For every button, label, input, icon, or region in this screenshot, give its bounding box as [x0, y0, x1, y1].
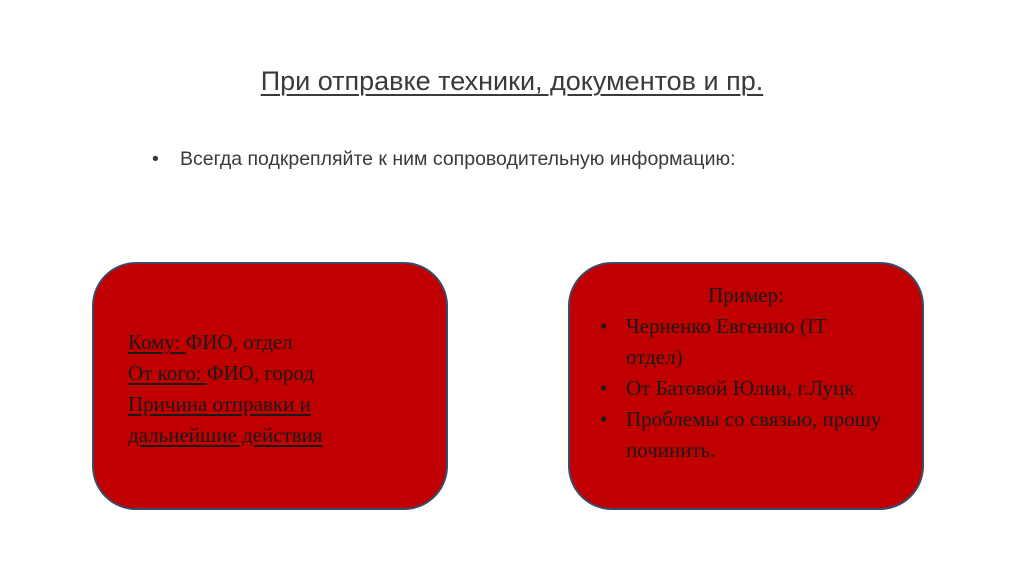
intro-bullet: [152, 148, 736, 171]
from-value: ФИО, город: [206, 361, 314, 385]
example-box: [568, 262, 924, 510]
example-item-reason: [594, 404, 886, 466]
to-label: Кому:: [128, 330, 186, 354]
bullet-marker: •: [600, 376, 608, 400]
example-item-text: Черненко Евгению (IT отдел): [626, 314, 827, 369]
example-item-sender: [594, 373, 886, 404]
example-item-text: От Батовой Юлии, г.Луцк: [626, 376, 855, 400]
from-line: [128, 358, 323, 389]
slide-title: При отправке техники, документов и пр.: [260, 66, 764, 96]
bullet-marker: •: [600, 407, 608, 431]
example-list: [594, 311, 886, 466]
example-item-recipient: [594, 311, 886, 373]
example-heading: Пример:: [708, 283, 784, 307]
example-item-text: Проблемы со связью, прошу починить.: [626, 407, 882, 462]
to-line: [128, 327, 323, 358]
reason-line-2: дальнейшие действия: [128, 423, 323, 447]
bullet-marker: •: [600, 314, 608, 338]
template-box: [92, 262, 448, 510]
to-value: ФИО, отдел: [185, 330, 293, 354]
from-label: От кого:: [128, 361, 207, 385]
intro-bullet-text: Всегда подкрепляйте к ним сопроводительную информацию:: [180, 148, 736, 170]
bullet-marker: •: [152, 148, 159, 170]
reason-line-1: Причина отправки и: [128, 392, 311, 416]
template-text: [128, 327, 323, 451]
